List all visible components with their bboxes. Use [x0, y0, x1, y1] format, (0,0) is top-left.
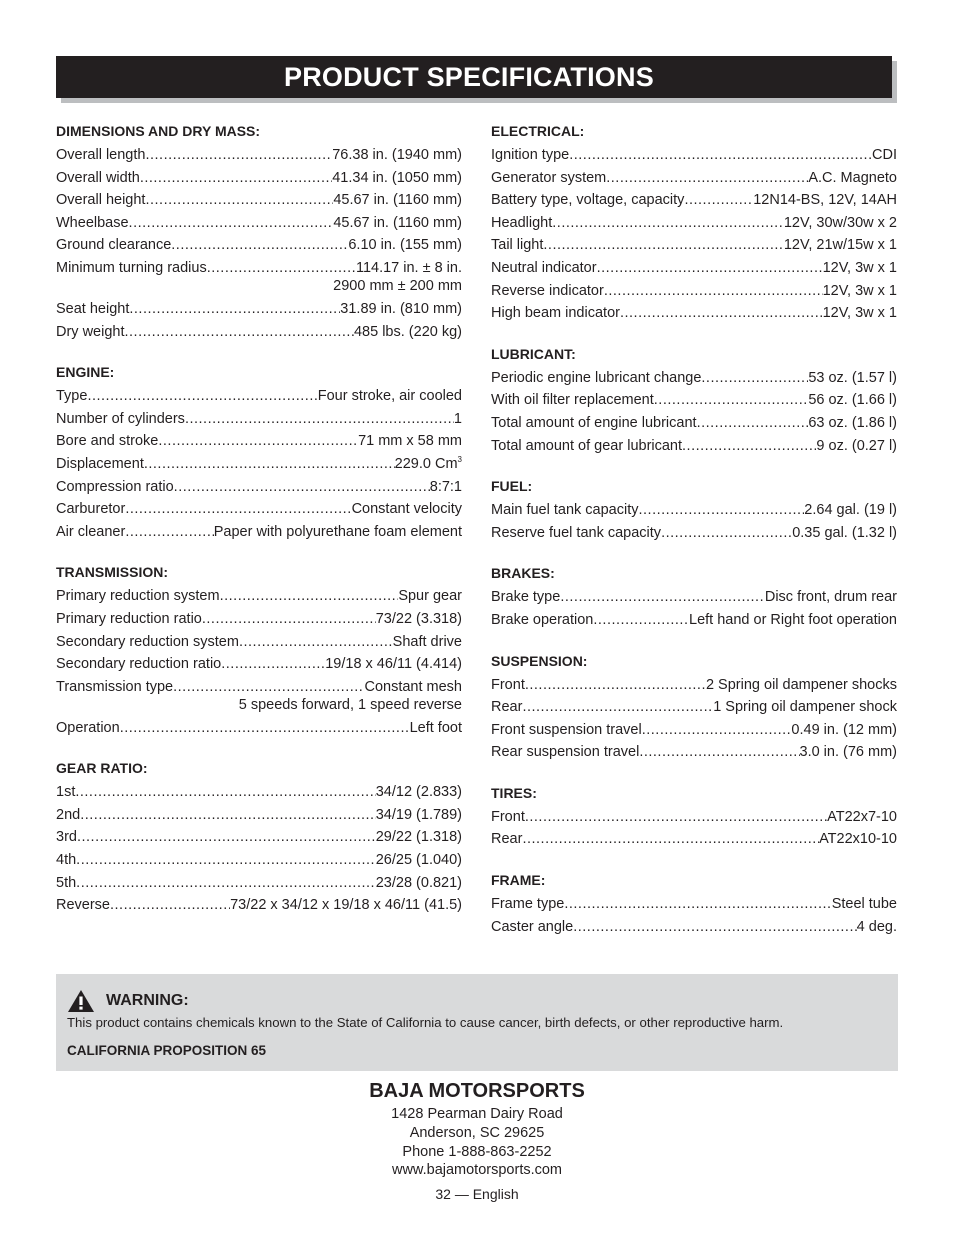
spec-row: [491, 167, 897, 190]
spec-label: High beam indicator: [491, 305, 620, 322]
address-line-2: Anderson, SC 29625: [409, 1124, 545, 1141]
spec-value: CDI: [872, 147, 897, 163]
warning-box: [56, 974, 898, 1071]
spec-label: Reverse: [56, 897, 110, 914]
spec-value: 73/22 (3.318): [375, 610, 462, 627]
spec-row: [56, 430, 462, 453]
spec-row: [491, 828, 897, 851]
spec-value: 34/12 (2.833): [375, 784, 462, 801]
section-heading: FUEL:: [491, 478, 533, 495]
spec-row: [491, 389, 897, 412]
spec-label: Main fuel tank capacity: [491, 502, 639, 519]
section-lubricant: [491, 345, 897, 457]
spec-row: [491, 234, 897, 257]
spec-row: [56, 826, 462, 849]
spec-label: 2nd: [56, 806, 81, 823]
spec-value: 1: [453, 410, 462, 427]
spec-value: 3.0 in. (76 mm): [799, 744, 897, 761]
spec-value: 63 oz. (1.86 l): [808, 414, 897, 431]
spec-value: 73/22 x 34/12 x 19/18 x 46/11 (41.5): [230, 897, 462, 914]
spec-row: [56, 521, 462, 544]
spec-row: [491, 696, 897, 719]
spec-label: Front suspension travel: [491, 721, 642, 738]
spec-label: Overall width: [56, 169, 140, 186]
spec-row: [491, 367, 897, 390]
spec-value: 114.17 in. ± 8 in.: [355, 259, 462, 276]
spec-row: [56, 585, 462, 608]
spec-row: [56, 167, 462, 190]
spec-row: [56, 804, 462, 827]
page-title: PRODUCT SPECIFICATIONS: [284, 62, 654, 92]
spec-row: [491, 302, 897, 325]
spec-value: 19/18 x 46/11 (4.414): [325, 656, 462, 673]
spec-row: [56, 321, 462, 344]
spec-label: Displacement: [56, 455, 144, 472]
spec-value: 29/22 (1.318): [375, 829, 462, 846]
spec-label: Battery type, voltage, capacity: [491, 192, 685, 209]
section-engine: [56, 363, 462, 543]
spec-label: Rear suspension travel: [491, 744, 640, 761]
spec-row: [56, 257, 462, 295]
spec-value: 31.89 in. (810 mm): [340, 300, 462, 317]
spec-label: Minimum turning radius: [56, 259, 207, 276]
phone: Phone 1-888-863-2252: [402, 1143, 552, 1160]
title-bar: [56, 56, 892, 98]
spec-row: [491, 412, 897, 435]
warning-text: This product contains chemicals known to the State of California to cause cancer, birth defects, or other reproductive harm.: [67, 1015, 784, 1030]
spec-row: [56, 653, 462, 676]
spec-value: 12V, 3w x 1: [822, 259, 897, 276]
spec-value-line2: 5 speeds forward, 1 speed reverse: [238, 696, 462, 713]
spec-label: Number of cylinders: [56, 410, 185, 427]
section-heading: TIRES:: [491, 784, 537, 801]
section-transmission: [56, 563, 462, 739]
spec-label: Overall length: [56, 147, 146, 163]
spec-value: Paper with polyurethane foam element: [213, 523, 462, 540]
spec-value: 229.0 Cm$^3$: [394, 455, 462, 472]
spec-label: Primary reduction system: [56, 588, 220, 605]
spec-label: Overall height: [56, 192, 146, 209]
spec-row: [491, 916, 897, 939]
superscript: 3: [457, 455, 462, 465]
spec-value: 2 Spring oil dampener shocks: [705, 676, 897, 693]
spec-label: Reverse indicator: [491, 282, 604, 299]
spec-row: [491, 435, 897, 458]
spec-row: [56, 894, 462, 917]
company-name: BAJA MOTORSPORTS: [369, 1080, 585, 1102]
spec-label: With oil filter replacement: [491, 392, 654, 409]
spec-row: [491, 144, 897, 167]
spec-value: 12V, 21w/15w x 1: [783, 237, 897, 254]
spec-value-line2: 2900 mm ± 200 mm: [333, 277, 462, 294]
section-dimensions: [56, 122, 462, 343]
section-heading: FRAME:: [491, 872, 546, 889]
spec-label: 3rd: [56, 829, 77, 846]
spec-row: [56, 144, 462, 167]
spec-value: Steel tube: [831, 896, 897, 913]
spec-value: 41.34 in. (1050 mm): [332, 169, 462, 186]
spec-value: Left foot: [409, 719, 462, 736]
spec-label: Transmission type: [56, 678, 174, 695]
spec-row: [56, 717, 462, 740]
spec-row: [56, 453, 462, 476]
spec-value: Spur gear: [398, 588, 462, 605]
spec-label: Headlight: [491, 214, 553, 231]
spec-row: [56, 498, 462, 521]
section-brakes: [491, 564, 897, 631]
spec-value: Constant velocity: [351, 501, 462, 518]
spec-value: A.C. Magneto: [808, 169, 897, 186]
spec-row: [491, 586, 897, 609]
spec-row: [56, 849, 462, 872]
section-electrical: [491, 122, 897, 325]
spec-label: Front: [491, 808, 525, 825]
website: www.bajamotorsports.com: [391, 1162, 563, 1179]
spec-row: [491, 719, 897, 742]
spec-value: 23/28 (0.821): [375, 874, 462, 891]
section-heading: SUSPENSION:: [491, 652, 588, 669]
warning-proposition: CALIFORNIA PROPOSITION 65: [67, 1043, 267, 1058]
spec-row: [491, 741, 897, 764]
spec-label: Secondary reduction ratio: [56, 656, 222, 673]
spec-label: Rear: [491, 699, 523, 716]
spec-label: Seat height: [56, 300, 130, 317]
spec-value: AT22x7-10: [827, 808, 897, 825]
spec-row: [491, 280, 897, 303]
spec-row: [491, 609, 897, 632]
spec-label: Frame type: [491, 896, 565, 913]
spec-label: Front: [491, 676, 525, 693]
spec-value: AT22x10-10: [819, 831, 897, 848]
spec-row: [491, 674, 897, 697]
section-heading: TRANSMISSION:: [56, 564, 168, 581]
page-number: 32 — English: [435, 1186, 519, 1203]
spec-row: [56, 608, 462, 631]
spec-label: Reserve fuel tank capacity: [491, 524, 662, 541]
spec-row: [56, 676, 462, 714]
spec-value: 12V, 30w/30w x 2: [783, 214, 897, 231]
spec-label: 5th: [56, 874, 77, 891]
spec-label: Air cleaner: [56, 523, 126, 540]
spec-value: 56 oz. (1.66 l): [808, 392, 897, 409]
spec-label: Total amount of gear lubricant: [491, 437, 683, 454]
spec-value: 12V, 3w x 1: [822, 282, 897, 299]
spec-row: [56, 234, 462, 257]
spec-value: 0.49 in. (12 mm): [791, 721, 897, 738]
spec-value: 6.10 in. (155 mm): [348, 237, 462, 254]
section-suspension: [491, 652, 897, 764]
spec-label: Type: [56, 388, 88, 405]
warning-heading: WARNING:: [106, 992, 189, 1009]
section-heading: ENGINE:: [56, 364, 115, 381]
spec-label: Brake operation: [491, 611, 594, 628]
spec-value: 8:7:1: [429, 478, 462, 495]
spec-label: Operation: [56, 719, 120, 736]
spec-value: Disc front, drum rear: [764, 589, 897, 606]
spec-label: Caster angle: [491, 918, 574, 935]
spec-value: 485 lbs. (220 kg): [353, 323, 462, 340]
section-gear-ratio: [56, 759, 462, 917]
address-line-1: 1428 Pearman Dairy Road: [391, 1106, 563, 1122]
spec-row: [56, 385, 462, 408]
spec-row: [491, 257, 897, 280]
section-heading: GEAR RATIO:: [56, 760, 148, 777]
spec-row: [491, 893, 897, 916]
spec-label: Wheelbase: [56, 214, 129, 231]
spec-row: [56, 476, 462, 499]
right-column: [491, 122, 897, 958]
spec-label: Secondary reduction system: [56, 633, 239, 650]
spec-label: Generator system: [491, 169, 607, 186]
spec-value: Constant mesh: [364, 678, 462, 695]
spec-value: 76.38 in. (1940 mm): [332, 147, 462, 163]
spec-label: Tail light: [491, 237, 544, 254]
spec-label: Ground clearance: [56, 237, 172, 254]
spec-label: Bore and stroke: [56, 433, 159, 450]
spec-value: 9 oz. (0.27 l): [816, 437, 897, 454]
section-frame: [491, 871, 897, 938]
spec-value: 26/25 (1.040): [375, 852, 462, 869]
spec-value: 34/19 (1.789): [375, 806, 462, 823]
spec-label: Neutral indicator: [491, 259, 597, 276]
spec-label: Periodic engine lubricant change: [491, 369, 702, 386]
spec-label: Total amount of engine lubricant: [491, 414, 697, 431]
spec-label: Compression ratio: [56, 478, 174, 495]
spec-label: 1st: [56, 784, 76, 801]
spec-row: [491, 522, 897, 545]
spec-value: 45.67 in. (1160 mm): [333, 192, 462, 209]
spec-value: 4 deg.: [856, 918, 897, 935]
spec-value: 53 oz. (1.57 l): [808, 369, 897, 386]
spec-value: Shaft drive: [392, 633, 462, 650]
warning-triangle-icon: [67, 989, 95, 1013]
left-column: [56, 122, 462, 937]
section-heading: ELECTRICAL:: [491, 123, 585, 139]
spec-value: 45.67 in. (1160 mm): [333, 214, 462, 231]
section-heading: BRAKES:: [491, 565, 555, 582]
spec-value: Left hand or Right foot operation: [689, 611, 897, 628]
spec-value: 12N14-BS, 12V, 14AH: [753, 192, 897, 209]
spec-row: [56, 408, 462, 431]
spec-value: 1 Spring oil dampener shock: [713, 699, 897, 716]
spec-row: [56, 631, 462, 654]
spec-row: [491, 189, 897, 212]
section-fuel: [491, 477, 897, 544]
section-heading: DIMENSIONS AND DRY MASS:: [56, 123, 261, 139]
spec-row: [491, 806, 897, 829]
spec-value: 71 mm x 58 mm: [358, 433, 462, 450]
spec-row: [491, 212, 897, 235]
spec-row: [56, 781, 462, 804]
spec-value: 2.64 gal. (19 l): [804, 502, 897, 519]
spec-label: Ignition type: [491, 147, 570, 163]
spec-row: [56, 189, 462, 212]
warning-header: [67, 988, 887, 1014]
section-tires: [491, 784, 897, 851]
section-heading: LUBRICANT:: [491, 345, 576, 362]
spec-label: Carburetor: [56, 501, 126, 518]
spec-value: 0.35 gal. (1.32 l): [792, 524, 897, 541]
spec-value: 12V, 3w x 1: [822, 305, 897, 322]
spec-label: Rear: [491, 831, 523, 848]
spec-label: Primary reduction ratio: [56, 610, 202, 627]
spec-row: [491, 499, 897, 522]
spec-value: Four stroke, air cooled: [317, 388, 462, 405]
spec-row: [56, 872, 462, 895]
spec-label: 4th: [56, 852, 77, 869]
footer: [0, 1077, 954, 1204]
spec-row: [56, 298, 462, 321]
spec-label: Brake type: [491, 589, 561, 606]
spec-row: [56, 212, 462, 235]
spec-label: Dry weight: [56, 323, 125, 340]
